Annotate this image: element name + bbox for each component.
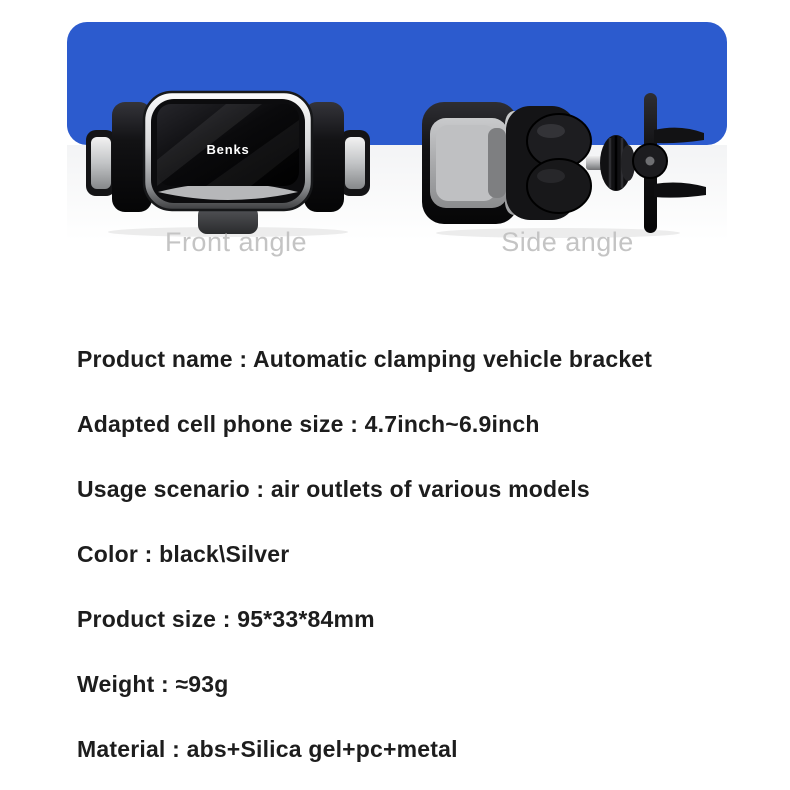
spec-line-usage-scenario bbox=[77, 476, 652, 502]
brand-logo-text: Benks bbox=[206, 142, 250, 157]
spec-line-product-name bbox=[77, 346, 652, 372]
spec-label: Material bbox=[77, 736, 166, 762]
spec-value: black\Silver bbox=[159, 541, 290, 567]
front-angle-photo bbox=[86, 90, 370, 238]
spec-separator: : bbox=[154, 671, 176, 697]
spec-value: Automatic clamping vehicle bracket bbox=[252, 346, 653, 372]
spec-line-product-size bbox=[77, 606, 652, 632]
spec-value: abs+Silica gel+pc+metal bbox=[186, 736, 458, 762]
spec-value: ≈93g bbox=[175, 671, 229, 697]
vent-clip bbox=[633, 93, 706, 233]
left-grip-pad bbox=[86, 130, 116, 196]
spec-line-color bbox=[77, 541, 652, 567]
caption-side-angle: Side angle bbox=[501, 227, 634, 257]
spec-value: 4.7inch~6.9inch bbox=[364, 411, 540, 437]
spec-line-material bbox=[77, 736, 652, 762]
side-angle-illustration bbox=[418, 88, 708, 238]
spec-label: Product size bbox=[77, 606, 217, 632]
front-angle-illustration bbox=[86, 90, 370, 238]
spec-separator: : bbox=[232, 346, 253, 372]
adjust-knob bbox=[600, 135, 635, 191]
caption-front-angle: Front angle bbox=[164, 227, 308, 257]
spec-label: Adapted cell phone size bbox=[77, 411, 344, 437]
side-angle-photo bbox=[418, 88, 708, 238]
spec-separator: : bbox=[343, 411, 365, 437]
spec-line-phone-size bbox=[77, 411, 652, 437]
spec-separator: : bbox=[138, 541, 160, 567]
spec-line-weight bbox=[77, 671, 652, 697]
spec-label: Product name bbox=[77, 346, 233, 372]
spec-separator: : bbox=[249, 476, 271, 502]
spec-label: Color bbox=[77, 541, 139, 567]
spec-separator: : bbox=[216, 606, 238, 632]
spec-label: Weight bbox=[77, 671, 155, 697]
spec-separator: : bbox=[165, 736, 187, 762]
right-grip-pad bbox=[340, 130, 370, 196]
spec-list bbox=[77, 346, 652, 762]
spec-label: Usage scenario bbox=[77, 476, 250, 502]
spec-value: air outlets of various models bbox=[270, 476, 590, 502]
spec-value: 95*33*84mm bbox=[237, 606, 375, 632]
